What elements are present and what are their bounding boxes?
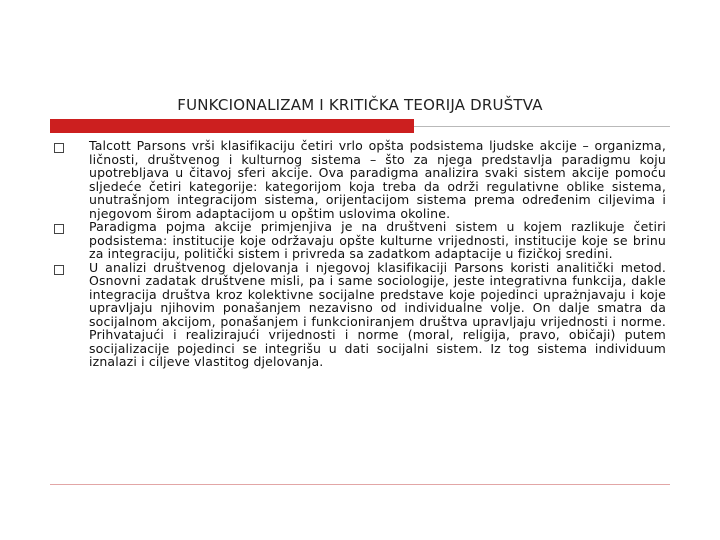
- hollow-square-bullet-icon: [54, 143, 64, 153]
- bottom-divider-line: [50, 484, 670, 485]
- bullet-list: [52, 139, 666, 369]
- title-accent-bar: [50, 119, 414, 133]
- list-item: [52, 220, 666, 261]
- slide-title: FUNKCIONALIZAM I KRITIČKA TEORIJA DRUŠTVA: [177, 96, 543, 114]
- bullet-text: Talcott Parsons vrši klasifikaciju četiri vrlo opšta podsistema ljudske akcije – organizma, ličnosti, društvenog i kulturnog sistema – što za njega predstavlja paradigmu koju upotrebljava u čitavoj sferi akcije. Ova paradigma analizira svaki sistem akcije pomoću sljedeće četiri kategorije: kategorijom koja treba da održi regulativne oblike sistema, unutrašnjom integracijom sistema, orijentacijom sistema prema određenim ciljevima i njegovom širom adaptacijom u opštim uslovima okoline.: [89, 138, 666, 221]
- hollow-square-bullet-icon: [54, 224, 64, 234]
- hollow-square-bullet-icon: [54, 265, 64, 275]
- title-divider-line: [414, 126, 670, 127]
- list-item: [52, 139, 666, 220]
- list-item: [52, 261, 666, 369]
- bullet-text: Paradigma pojma akcije primjenjiva je na društveni sistem u kojem razlikuje četiri podsistema: institucije koje održavaju opšte kulturne vrijednosti, institucije koje se brinu za integraciju, politički sistem i privreda sa zadatkom adaptacije u fizičkoj sredini.: [89, 219, 666, 261]
- bullet-text: U analizi društvenog djelovanja i njegovoj klasifikaciji Parsons koristi analitički metod. Osnovni zadatak društvene misli, pa i same sociologije, jeste integrativna funkcija, dakle integracija društva kroz kolektivne socijalne predstave koje pojedinci uprażnjavaju i koje upravljaju njihovim ponašanjem nezavisno od individualne volje. On dalje smatra da socijalnom akcijom, ponašanjem i funkcioniranjem društva upravljaju vrijednosti i norme. Prihvatajući i realizirajući vrijednosti i norme (moral, religija, pravo, običaji) putem socijalizacije pojedinci se integrišu u dati socijalni sistem. Iz tog sistema individuum iznalazi i ciljeve vlastitog djelovanja.: [89, 259, 666, 369]
